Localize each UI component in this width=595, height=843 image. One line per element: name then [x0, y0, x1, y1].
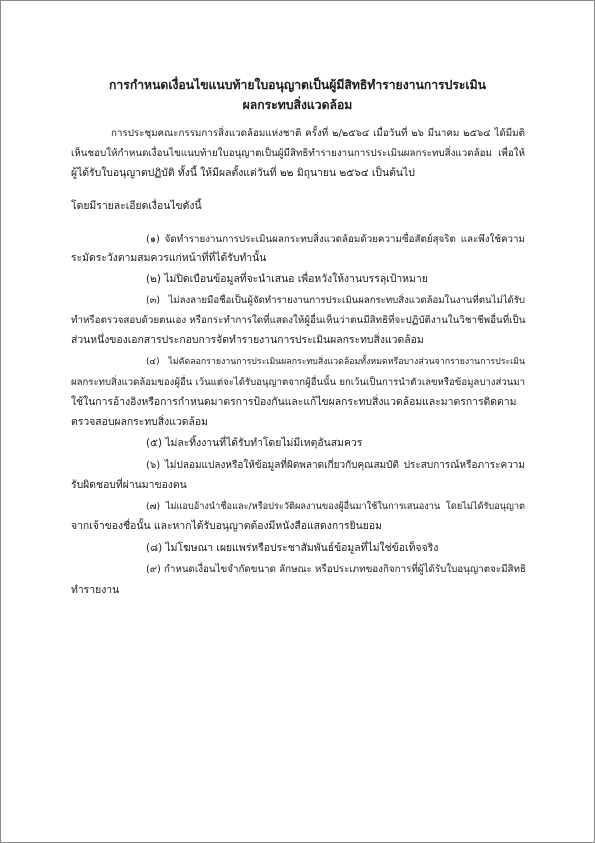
condition-5-line-1: (๕) ไม่ละทิ้งงานที่ได้รับทำโดยไม่มีเหตุอันสมควร: [146, 437, 363, 449]
document-title-line-2: ผลกระทบสิ่งแวดล้อม: [242, 98, 353, 112]
condition-4-line-4: ตรวจสอบผลกระทบสิ่งแวดล้อม: [71, 416, 208, 428]
condition-3-line-3: ส่วนหนึ่งของเอกสารประกอบการจัดทำรายงานการประเมินผลกระทบสิ่งแวดล้อม: [71, 334, 424, 346]
condition-7-line-2: จากเจ้าของชื่อนั้น และหากได้รับอนุญาตต้องมีหนังสือแสดงการยินยอม: [71, 520, 382, 532]
intro-line-1: การประชุมคณะกรรมการสิ่งแวดล้อมแห่งชาติ ครั้งที่ ๒/๒๕๖๔ เมื่อวันที่ ๒๖ มีนาคม ๒๕๖๔ ได้มีมติ: [111, 128, 525, 139]
condition-8-line-1: (๘) ไม่โฆษณา เผยแพร่หรือประชาสัมพันธ์ข้อมูลที่ไม่ใช่ข้อเท็จจริง: [146, 542, 439, 554]
condition-1-line-1: (๑) จัดทำรายงานการประเมินผลกระทบสิ่งแวดล้อมด้วยความซื่อสัตย์สุจริต และพึงใช้ความ: [146, 234, 525, 245]
intro-line-2: เห็นชอบให้กำหนดเงื่อนไขแนบท้ายใบอนุญาตเป็นผู้มีสิทธิทำรายงานการประเมินผลกระทบสิ่งแวดล้อม เพื่อให้: [71, 148, 525, 159]
condition-7-line-1: (๗) ไม่แอบอ้างนำชื่อและ/หรือประวัติผลงานของผู้อื่นมาใช้ในการเสนองาน โดยไม่ได้รับอนุญาต: [146, 501, 525, 512]
condition-4-line-1: (๔) ไม่คัดลอกรายงานการประเมินผลกระทบสิ่งแวดล้อมทั้งหมดหรือบางส่วนจากรายงานการประเมิน: [146, 357, 525, 367]
intro-line-3: ผู้ได้รับใบอนุญาตปฏิบัติ ทั้งนี้ ให้มีผลตั้งแต่วันที่ ๒๒ มิถุนายน ๒๕๖๔ เป็นต้นไป: [71, 167, 415, 179]
condition-4-line-3: ใช้ในการอ้างอิงหรือการกำหนดมาตรการป้องกันและแก้ไขผลกระทบสิ่งแวดล้อมและมาตรการติดตาม: [71, 396, 517, 408]
document-title-line-1: การกำหนดเงื่อนไขแนบท้ายใบอนุญาตเป็นผู้มีสิทธิทำรายงานการประเมิน: [109, 78, 486, 92]
condition-2-line-1: (๒) ไม่ปิดเบือนข้อมูลที่จะนำเสนอ เพื่อหวังให้งานบรรลุเป้าหมาย: [146, 273, 428, 285]
details-heading: โดยมีรายละเอียดเงื่อนไขดังนี้: [71, 200, 202, 212]
condition-6-line-2: รับผิดชอบที่ผ่านมาของตน: [71, 479, 187, 491]
condition-9-line-2: ทำรายงาน: [71, 584, 120, 596]
condition-9-line-1: (๙) กำหนดเงื่อนไขจำกัดขนาด ลักษณะ หรือประเภทของกิจการที่ผู้ได้รับใบอนุญาตจะมีสิทธิ: [146, 564, 526, 575]
condition-3-line-2: ทำหรือตรวจสอบด้วยตนเอง หรือกระทำการใดที่แสดงให้ผู้อื่นเห็นว่าตนมีสิทธิที่จะปฏิบัติงานในวิชาชีพอื่นที่เป็น: [71, 315, 526, 326]
condition-3-line-1: (๓) ไม่ลงลายมือชื่อเป็นผู้จัดทำรายงานการประเมินผลกระทบสิ่งแวดล้อมในงานที่ตนไม่ได้รับ: [146, 295, 525, 306]
condition-6-line-1: (๖) ไม่ปลอมแปลงหรือให้ข้อมูลที่ผิดพลาดเกี่ยวกับคุณสมบัติ ประสบการณ์หรือภาระความ: [146, 460, 525, 471]
condition-1-line-2: ระมัดระวังตามสมควรแก่หน้าที่ที่ได้รับทำนั้น: [71, 252, 267, 264]
condition-4-line-2: ผลกระทบสิ่งแวดล้อมของผู้อื่น เว้นแต่จะได้รับอนุญาตจากผู้อื่นนั้น ยกเว้นเป็นการนำตัวเลขหรือข้อมูลบางส่วนมา: [71, 377, 525, 388]
